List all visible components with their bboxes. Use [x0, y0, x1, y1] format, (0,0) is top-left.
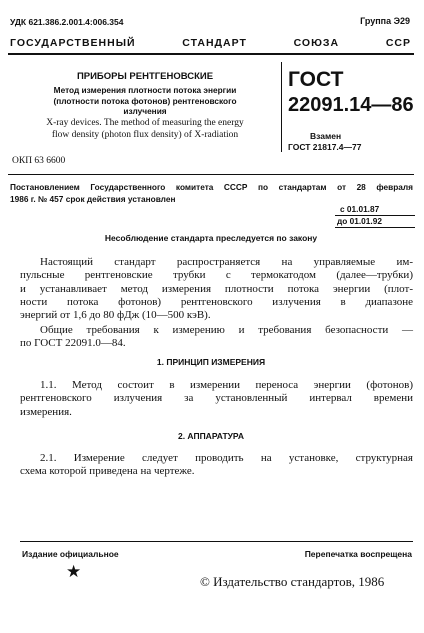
section-2-line: схема которой приведена на чертеже. [20, 465, 195, 478]
title-en-line: flow density (photon flux density) of X-radiation [51, 129, 239, 140]
intro-line: ности потока фотонов) рентгеновского излучения в диапазоне [20, 295, 413, 308]
intro-line: Настоящий стандарт распространяется на управляемые им- [40, 256, 413, 268]
warning-text: Несоблюдение стандарта преследуется по закону [104, 233, 318, 243]
title-heading: ПРИБОРЫ РЕНТГЕНОВСКИЕ [76, 71, 214, 82]
section-1-line: 1.1. Метод состоит в измерении переноса энергии (фотонов) [40, 379, 413, 391]
udk-code: УДК 621.386.2.001.4:006.354 [10, 17, 124, 27]
official-edition: Издание официальное [22, 549, 119, 559]
title-ru-line: излучения [123, 106, 167, 116]
title-ru-line: (плотности потока фотонов) рентгеновского [53, 95, 237, 106]
header-rule [8, 53, 414, 55]
gost-number: 22091.14—86 [288, 94, 414, 116]
general-line: по ГОСТ 22091.0—84. [20, 337, 126, 350]
section-1-paragraph [20, 379, 413, 419]
group-code: Группа Э29 [360, 16, 410, 26]
reprint-prohibited: Перепечатка воспрещена [304, 549, 412, 559]
section-2-line: 2.1. Измерение следует проводить на установке, структурная [40, 452, 413, 464]
title-ru-line: Метод измерения плотности потока энергии [53, 85, 237, 95]
title-en-line: X-ray devices. The method of measuring the energy [46, 118, 244, 128]
general-line: Общие требования к измерению и требования безопасности — [40, 324, 413, 336]
replaces-label: Взамен [310, 131, 342, 141]
intro-line: пульсные рентгеновские трубки с термокатодом (далее—трубки) [20, 269, 413, 282]
decree-line-1: Постановлением Государственного комитета СССР по стандартам от 28 февраля [10, 182, 413, 192]
star-icon: ★ [66, 562, 82, 581]
section-2-title: 2. АППАРАТУРА [177, 431, 244, 441]
copyright-text: © Издательство стандартов, 1986 [200, 574, 385, 589]
section-1-title: 1. ПРИНЦИП ИЗМЕРЕНИЯ [156, 357, 266, 367]
section-1-line: рентгеновского излучения за установленный интервал времени [20, 392, 413, 405]
title-bottom-rule [8, 174, 414, 175]
decree-line-2: 1986 г. № 457 срок действия установлен [10, 194, 176, 204]
intro-line: и устанавливает метод измерения плотности потока энергии (плот- [20, 282, 413, 295]
state-standard-heading: ГОСУДАРСТВЕННЫЙ СТАНДАРТ СОЮЗА ССР [10, 37, 411, 49]
title-divider [281, 62, 282, 152]
title-en [16, 118, 274, 141]
section-1-line: измерения. [20, 405, 72, 418]
decree-date-from: с 01.01.87 [340, 204, 380, 214]
title-ru [18, 85, 272, 117]
section-2-paragraph [20, 452, 413, 479]
decree-date-rule-bottom [335, 227, 415, 228]
intro-line: энергий от 1,6 до 80 фДж (10—500 кэВ). [20, 309, 211, 322]
general-paragraph [20, 324, 413, 351]
footer-rule [20, 541, 413, 542]
decree-date-to: до 01.01.92 [337, 216, 382, 226]
intro-paragraph [20, 256, 413, 322]
gost-label: ГОСТ [288, 68, 344, 91]
replaces-value: ГОСТ 21817.4—77 [288, 142, 362, 152]
okp-code: ОКП 63 6600 [12, 156, 66, 166]
